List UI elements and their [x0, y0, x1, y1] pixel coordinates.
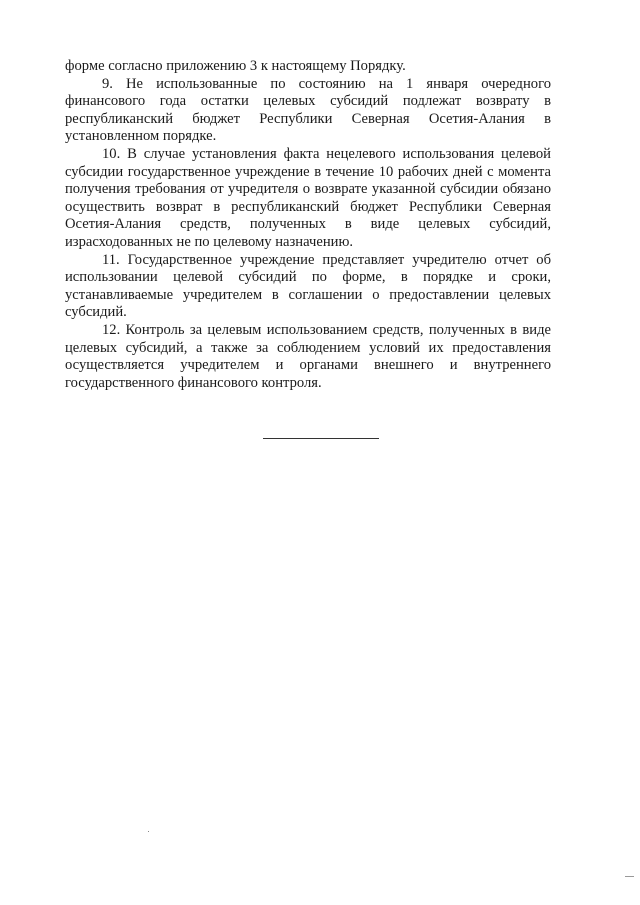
paragraph-12: 12. Контроль за целевым использованием средств, полученных в виде целевых субсидий, а также за соблюдением условий их предоставления осуществляется учредителем и органами внешнего и внутреннего государственного финансового контроля. [65, 321, 551, 391]
paragraph-11: 11. Государственное учреждение представляет учредителю отчет об использовании целевой субсидий по форме, в порядке и сроки, устанавливаемые учредителем в соглашении о предоставлении целевых субсидий. [65, 251, 551, 321]
scan-artifact-mark [625, 876, 634, 877]
document-body [65, 58, 551, 392]
paragraph-continuation: форме согласно приложению 3 к настоящему Порядку. [65, 58, 406, 74]
paragraph-9: 9. Не использованные по состоянию на 1 января очередного финансового года остатки целевых субсидий подлежат возврату в республиканский бюджет Республики Северная Осетия-Алания в установленном порядке. [65, 75, 551, 145]
paragraph-10: 10. В случае установления факта нецелевого использования целевой субсидии государственное учреждение в течение 10 рабочих дней с момента получения требования от учредителя о возврате указанной субсидии обязано осуществить возврат в республиканский бюджет Республики Северная Осетия-Алания средств, полученных в виде целевых субсидий, израсходованных не по целевому назначению. [65, 145, 551, 250]
end-of-document-rule [263, 438, 379, 439]
scan-artifact-dot [148, 831, 149, 832]
